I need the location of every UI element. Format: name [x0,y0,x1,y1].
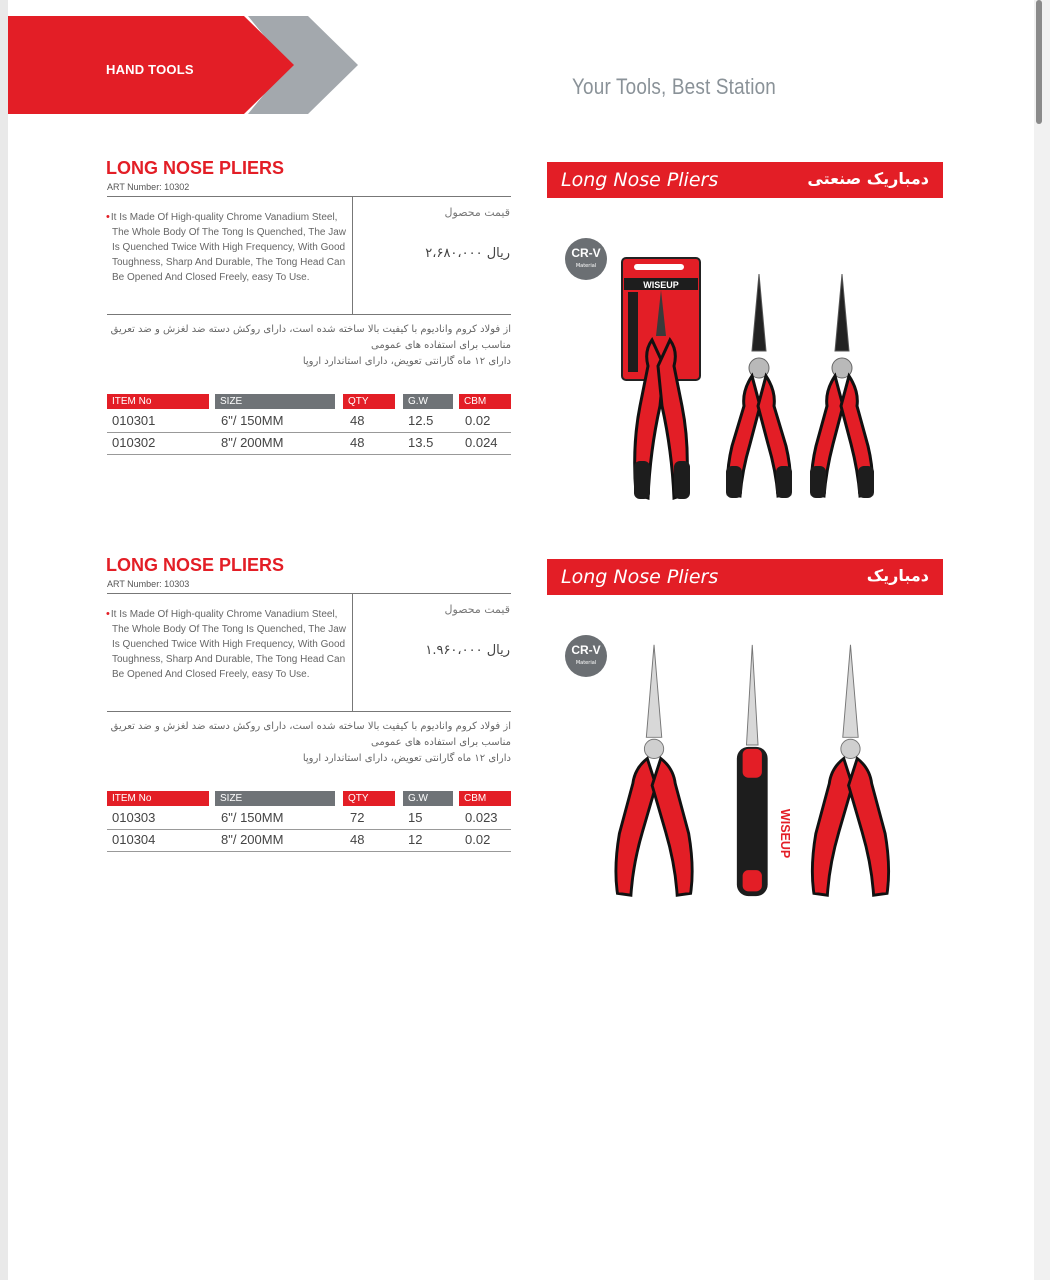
art-number: ART Number: 10303 [107,579,190,589]
banner-title-en: Long Nose Pliers [561,169,719,191]
col-header-size: SIZE [215,791,335,806]
scrollbar-track[interactable] [1034,0,1050,1280]
banner-title-en: Long Nose Pliers [561,566,719,588]
cbm: 0.023 [465,810,498,825]
table-row [107,410,511,433]
table-row [107,432,511,455]
size: 6"/ 150MM [221,413,284,428]
size: 8"/ 200MM [221,832,284,847]
gross-weight: 12 [408,832,423,847]
divider [107,711,511,712]
plier-icon [726,274,792,498]
price-label: قیمت محصول [444,603,510,616]
gross-weight: 12.5 [408,413,434,428]
divider [107,196,511,197]
gross-weight: 13.5 [408,435,434,450]
qty: 48 [350,435,365,450]
packaged-plier-icon [622,258,700,499]
product-name-banner [547,559,943,595]
persian-description: از فولاد کروم وانادیوم با کیفیت بالا ساخته شده است، دارای روکش دسته ضد لغزش و ضد تعریق مناسب برای استفاده های عمومی دارای ۱۲ ماه گارانتی تعویض، دارای استاندارد اروپا [110,324,511,367]
product-section [8,555,1034,935]
plier-icon [737,645,792,896]
item-no: 010302 [112,435,156,450]
bullet-icon: • [106,608,110,620]
size: 8"/ 200MM [221,435,284,450]
product-title: LONG NOSE PLIERS [106,555,285,575]
art-number: ART Number: 10302 [107,182,190,192]
product-name-banner [547,162,943,198]
slogan: Your Tools, Best Station [572,74,776,99]
product-title: LONG NOSE PLIERS [106,158,285,178]
item-no: 010304 [112,832,156,847]
col-header-item: ITEM No [107,394,209,409]
cbm: 0.02 [465,413,491,428]
product-description: •It Is Made Of High-quality Chrome Vanadium Steel, The Whole Body Of The Tong Is Quenched, The Jaw Is Quenched Twice With High Frequency, With Good Toughness, Sharp And Durable, The Tong Head Can Be Opened And Closed Freely, easy To Use. [106,608,347,680]
persian-description: از فولاد کروم وانادیوم با کیفیت بالا ساخته شده است، دارای روکش دسته ضد لغزش و ضد تعریق مناسب برای استفاده های عمومی دارای ۱۲ ماه گارانتی تعویض، دارای استاندارد اروپا [110,721,511,764]
banner-title-fa: دمباریک [866,566,929,585]
product-description: •It Is Made Of High-quality Chrome Vanadium Steel, The Whole Body Of The Tong Is Quenched, The Jaw Is Quenched Twice With High Frequency, With Good Toughness, Sharp And Durable, The Tong Head Can Be Opened And Closed Freely, easy To Use. [106,211,347,283]
qty: 48 [350,413,365,428]
material-badge: CR-V Material [565,635,607,677]
table-row [107,829,511,852]
divider [107,593,511,594]
size: 6"/ 150MM [221,810,284,825]
divider [352,196,353,314]
bullet-icon: • [106,211,110,223]
brand-logo: WISEUP [643,280,679,290]
plier-icon [812,645,888,895]
catalog-page [8,0,1034,1280]
cbm: 0.02 [465,832,491,847]
material-badge: CR-V Material [565,238,607,280]
item-no: 010301 [112,413,156,428]
cbm: 0.024 [465,435,498,450]
col-header-qty: QTY [343,394,395,409]
table-row [107,807,511,830]
category-label: HAND TOOLS [106,62,194,77]
price-value: ۱.۹۶۰،۰۰۰ ریال [425,643,510,658]
item-no: 010303 [112,810,156,825]
product-section [8,158,1034,538]
brand-logo: WISEUP [778,808,793,859]
price-value: ۲،۶۸۰،۰۰۰ ریال [425,246,510,261]
col-header-cbm: CBM [459,791,511,806]
plier-icon [810,274,874,498]
col-header-gw: G.W [403,394,453,409]
qty: 72 [350,810,365,825]
col-header-qty: QTY [343,791,395,806]
scrollbar-thumb[interactable] [1036,0,1042,124]
col-header-item: ITEM No [107,791,209,806]
divider [352,593,353,711]
divider [107,314,511,315]
product-photo-pliers-set [604,641,914,901]
banner-title-fa: دمباریک صنعتی [807,169,929,188]
qty: 48 [350,832,365,847]
col-header-gw: G.W [403,791,453,806]
col-header-cbm: CBM [459,394,511,409]
gross-weight: 15 [408,810,423,825]
plier-icon [616,645,692,895]
col-header-size: SIZE [215,394,335,409]
price-label: قیمت محصول [444,206,510,219]
product-photo-pliers-set [604,256,914,516]
